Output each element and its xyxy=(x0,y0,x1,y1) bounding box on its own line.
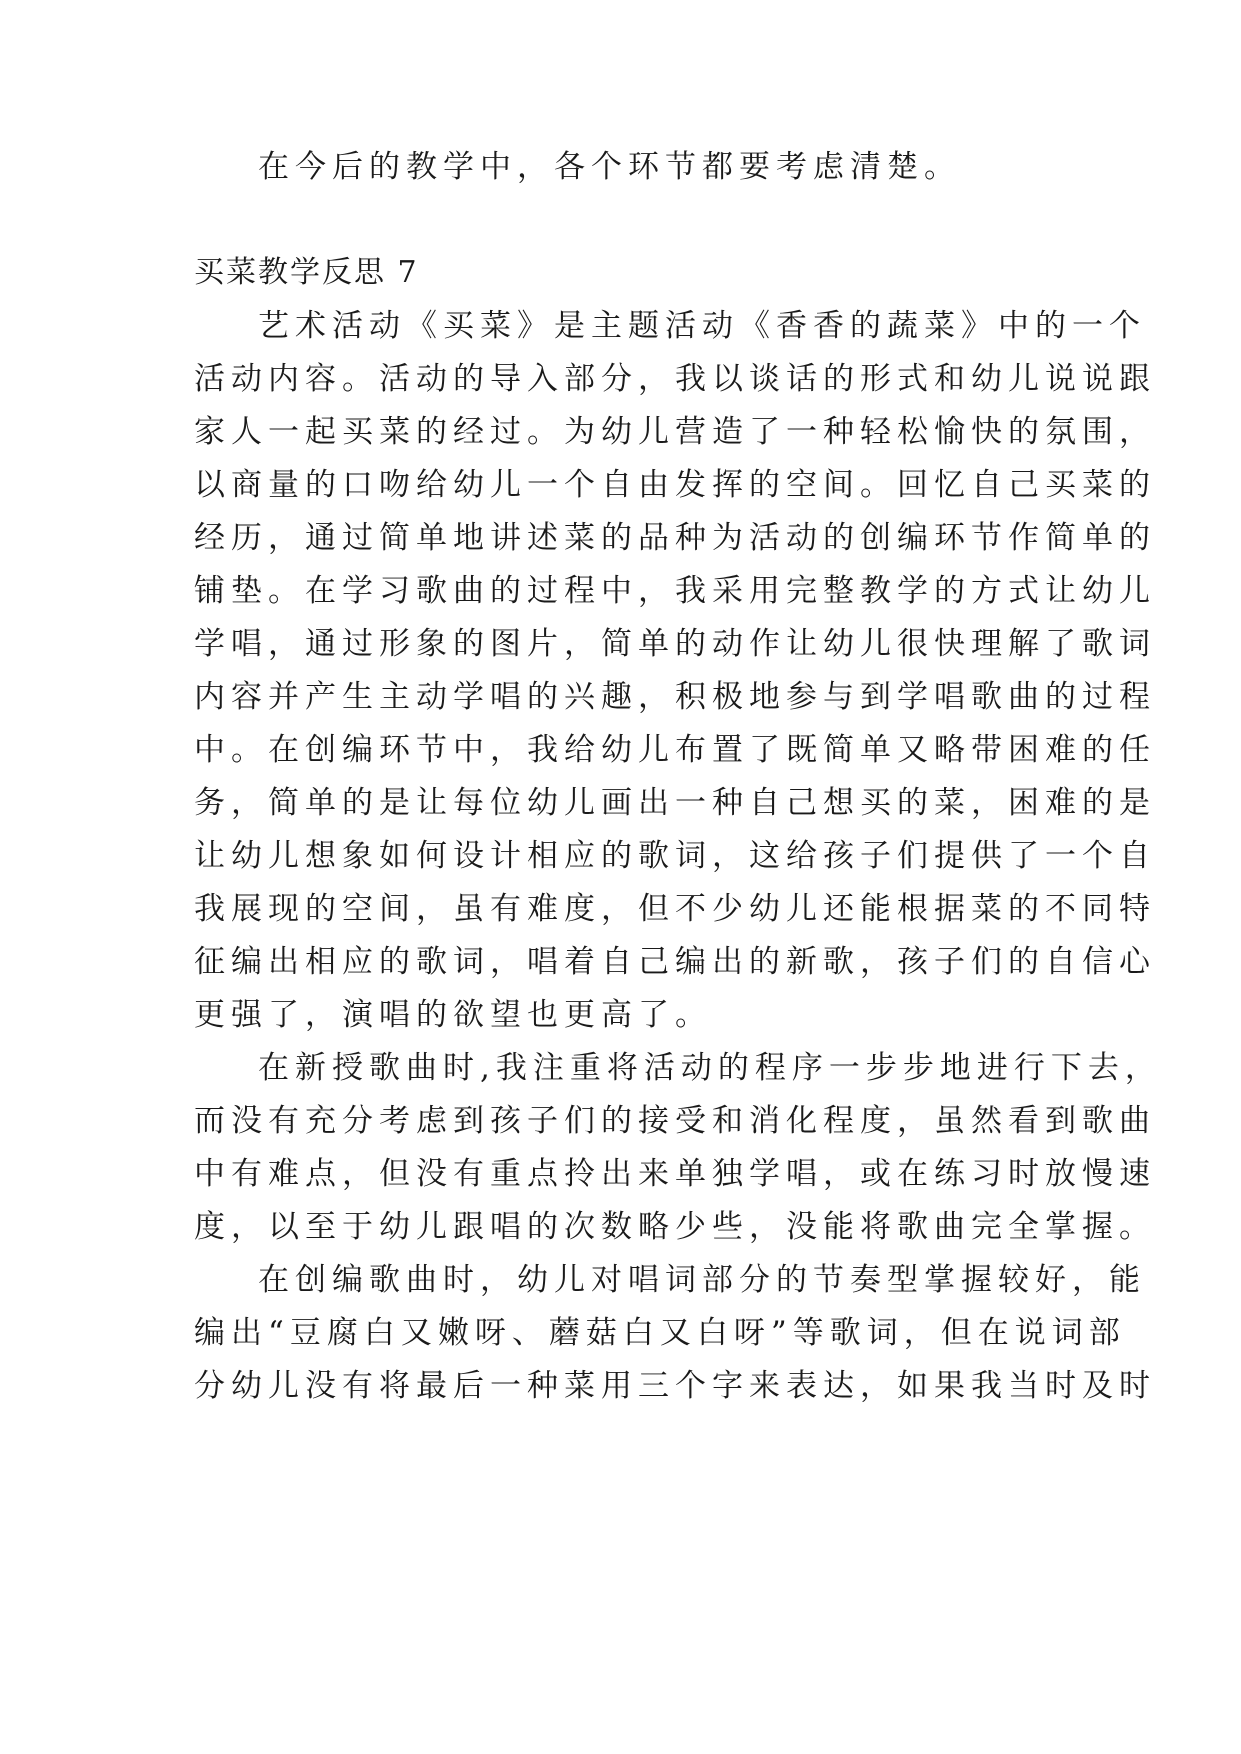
paragraph-line: 让幼儿想象如何设计相应的歌词，这给孩子们提供了一个自 xyxy=(194,838,1156,874)
paragraph-line: 而没有充分考虑到孩子们的接受和消化程度，虽然看到歌曲 xyxy=(194,1103,1156,1139)
paragraph-line: 中。在创编环节中，我给幼儿布置了既简单又略带困难的任 xyxy=(194,732,1156,768)
opening-line: 在今后的教学中，各个环节都要考虑清楚。 xyxy=(258,149,961,185)
paragraph-line: 家人一起买菜的经过。为幼儿营造了一种轻松愉快的氛围， xyxy=(194,414,1156,450)
paragraph-line: 务，简单的是让每位幼儿画出一种自己想买的菜，困难的是 xyxy=(194,785,1156,821)
paragraph-line: 编出“豆腐白又嫩呀、蘑菇白又白呀”等歌词，但在说词部 xyxy=(194,1315,1126,1351)
paragraph-line: 铺垫。在学习歌曲的过程中，我采用完整教学的方式让幼儿 xyxy=(194,573,1156,609)
paragraph-line: 征编出相应的歌词，唱着自己编出的新歌，孩子们的自信心 xyxy=(194,944,1156,980)
paragraph-line: 活动内容。活动的导入部分，我以谈话的形式和幼儿说说跟 xyxy=(194,361,1156,397)
paragraph-line: 艺术活动《买菜》是主题活动《香香的蔬菜》中的一个 xyxy=(258,308,1146,344)
paragraph-line: 中有难点，但没有重点拎出来单独学唱，或在练习时放慢速 xyxy=(194,1156,1156,1192)
section-title: 买菜教学反思 7 xyxy=(194,255,419,290)
paragraph-line: 在创编歌曲时，幼儿对唱词部分的节奏型掌握较好，能 xyxy=(258,1262,1146,1298)
paragraph-line: 内容并产生主动学唱的兴趣，积极地参与到学唱歌曲的过程 xyxy=(194,679,1156,715)
paragraph-line: 在新授歌曲时,我注重将活动的程序一步步地进行下去， xyxy=(258,1050,1162,1086)
paragraph-line: 分幼儿没有将最后一种菜用三个字来表达，如果我当时及时 xyxy=(194,1368,1156,1404)
paragraph-line: 以商量的口吻给幼儿一个自由发挥的空间。回忆自己买菜的 xyxy=(194,467,1156,503)
paragraph-line: 我展现的空间，虽有难度，但不少幼儿还能根据菜的不同特 xyxy=(194,891,1156,927)
paragraph-line: 更强了，演唱的欲望也更高了。 xyxy=(194,997,712,1033)
paragraph-line: 度，以至于幼儿跟唱的次数略少些，没能将歌曲完全掌握。 xyxy=(194,1209,1156,1245)
paragraph-line: 学唱，通过形象的图片，简单的动作让幼儿很快理解了歌词 xyxy=(194,626,1156,662)
paragraph-line: 经历，通过简单地讲述菜的品种为活动的创编环节作简单的 xyxy=(194,520,1156,556)
